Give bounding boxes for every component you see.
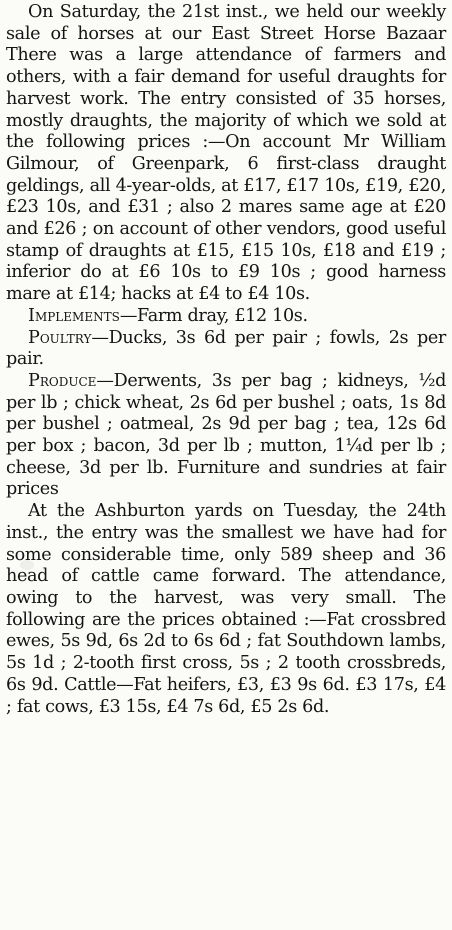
article-column <box>6 2 446 718</box>
paragraph-implements <box>6 306 446 328</box>
paragraph-ashburton-yards <box>6 501 446 718</box>
paragraph-text: On Saturday, the 21st inst., we held our weekly sale of horses at our East Street Horse Bazaar There was a large attendance of farmers and others, with a fair demand for useful draughts for harvest work. The entry consisted of 35 horses, mostly draughts, the majority of which we sold at the following prices :—On account Mr William Gilmour, of Greenpark, 6 first-class draught geldings, all 4-year-olds, at £17, £17 10s, £19, £20, £23 10s, and £31 ; also 2 mares same age at £20 and £26 ; on account of other vendors, good useful stamp of draughts at £15, £15 10s, £18 and £19 ; inferior do at £6 10s to £9 10s ; good harness mare at £14; hacks at £4 to £4 10s. <box>6 2 446 305</box>
paragraph-horse-sale <box>6 2 446 306</box>
paragraph-text: At the Ashburton yards on Tuesday, the 24th inst., the entry was the smallest we have had for some considerable time, only 589 sheep and 36 head of cattle came forward. The attendance, owing to the harvest, was very small. The following are the prices obtained :—Fat crossbred ewes, 5s 9d, 6s 2d to 6s 6d ; fat Southdown lambs, 5s 1d ; 2-tooth first cross, 5s ; 2 tooth crossbreds, 6s 9d. Cattle—Fat heifers, £3, £3 9s 6d. £3 17s, £4 ; fat cows, £3 15s, £4 7s 6d, £5 2s 6d. <box>6 501 446 717</box>
paragraph-text: —Farm dray, £12 10s. <box>119 305 308 326</box>
section-heading-implements: Implements <box>28 305 120 326</box>
paragraph-poultry <box>6 328 446 371</box>
section-heading-poultry: Poultry <box>28 327 92 348</box>
paragraph-text: —Derwents, 3s per bag ; kidneys, ½d per lb ; chick wheat, 2s 6d per bushel ; oats, 1s 8d per bushel ; oatmeal, 2s 9d per bag ; tea, 12s 6d per box ; bacon, 3d per lb ; mutton, 1¼d per lb ; cheese, 3d per lb. Furniture and sundries at fair prices <box>6 370 446 500</box>
section-heading-produce: Produce <box>28 370 97 391</box>
paragraph-text: —Ducks, 3s 6d per pair ; fowls, 2s per pair. <box>6 327 446 370</box>
paragraph-produce <box>6 371 446 501</box>
